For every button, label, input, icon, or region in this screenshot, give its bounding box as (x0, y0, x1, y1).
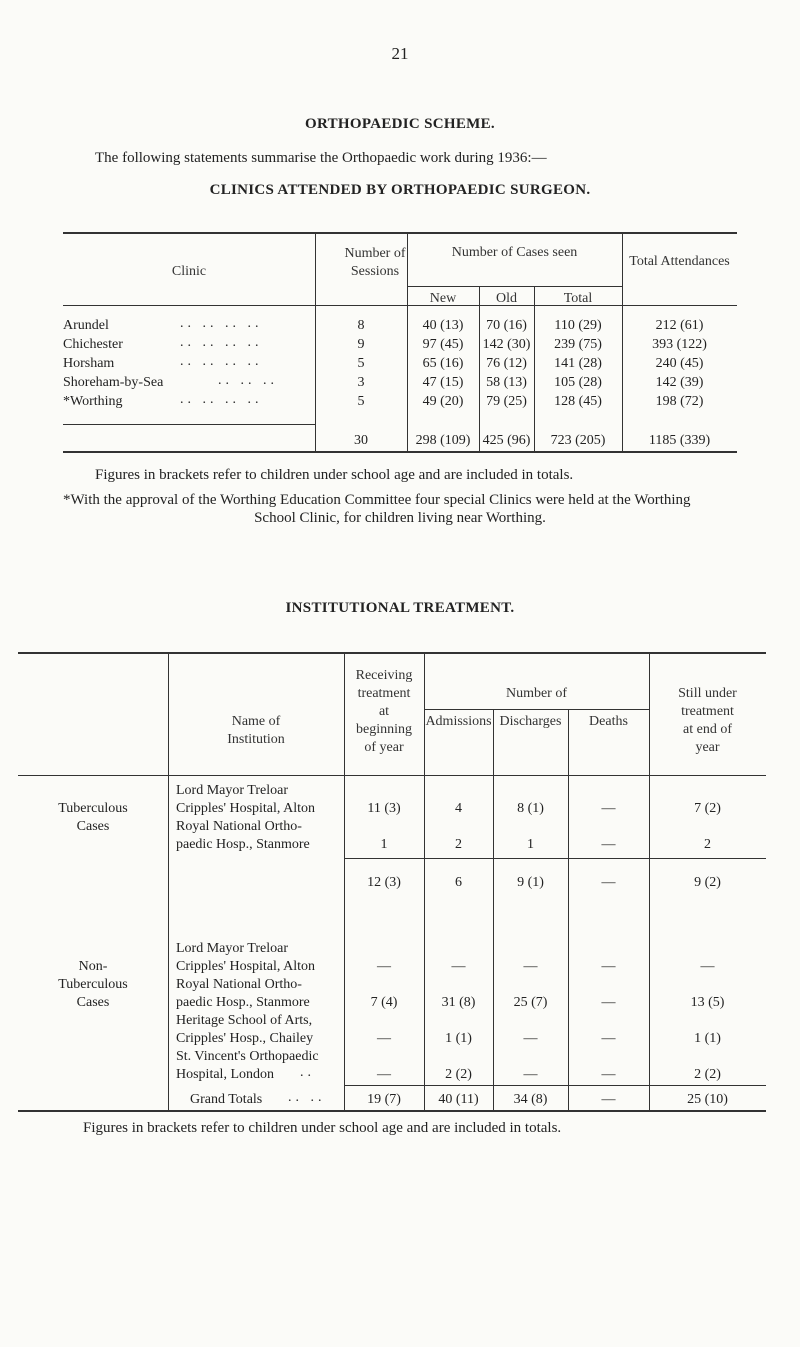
still-value: 2 (2) (694, 1067, 721, 1082)
header-new: New (429, 291, 457, 306)
inst-top-rule (18, 652, 766, 654)
discharges-value: — (523, 959, 538, 974)
worthing-note-line2: School Clinic, for children living near Worthing. (254, 510, 546, 526)
institutional-heading: INSTITUTIONAL TREATMENT. (285, 600, 515, 616)
institution-name: Heritage School of Arts, (176, 1013, 313, 1028)
institution-name: Lord Mayor Treloar (176, 941, 288, 956)
inst-tb-subtotal-rule (344, 858, 766, 859)
header-still-under: treatment (681, 704, 734, 719)
discharges-value: 1 (527, 837, 534, 852)
receiving-value: 7 (4) (370, 995, 398, 1010)
header-cases-seen: Number of Cases seen (451, 245, 578, 260)
admissions-value: 1 (1) (445, 1031, 472, 1046)
total-old: 425 (96) (482, 433, 531, 448)
institution-name: Lord Mayor Treloar (176, 783, 288, 798)
admissions-value: — (451, 959, 466, 974)
deaths-value: — (601, 1031, 616, 1046)
header-receiving: of year (364, 740, 404, 755)
clinic-sessions: 8 (357, 318, 365, 333)
deaths-value: — (601, 995, 616, 1010)
header-receiving: beginning (356, 722, 412, 737)
header-still-under: at end of (683, 722, 732, 737)
clinic-sessions: 3 (357, 375, 365, 390)
clinic-old: 58 (13) (486, 375, 527, 390)
group-tuberculous: Cases (76, 819, 110, 834)
header-admissions: Admissions (425, 714, 492, 729)
clinic-new: 49 (20) (422, 394, 464, 409)
header-receiving: Receiving (355, 668, 413, 683)
header-receiving: treatment (357, 686, 411, 701)
clinics-subheader-rule (407, 286, 622, 287)
admissions-value: 2 (2) (445, 1067, 472, 1082)
admissions-value: 31 (8) (441, 995, 476, 1010)
group-non-tuberculous: Cases (76, 995, 110, 1010)
header-name-institution: Name of (231, 714, 281, 729)
clinics-heading: CLINICS ATTENDED BY ORTHOPAEDIC SURGEON. (209, 182, 591, 198)
admissions-value: 40 (11) (438, 1092, 479, 1107)
clinic-old: 142 (30) (482, 337, 531, 352)
institutional-note: Figures in brackets refer to children under school age and are included in totals. (83, 1120, 562, 1136)
deaths-value: — (601, 875, 616, 890)
still-value: 7 (2) (694, 801, 721, 816)
clinic-name: Arundel (63, 318, 109, 333)
receiving-value: — (377, 959, 391, 974)
total-new: 298 (109) (415, 433, 471, 448)
intro-text: The following statements summarise the Orthopaedic work during 1936:— (95, 150, 547, 166)
total-sessions: 30 (354, 433, 368, 448)
receiving-value: 19 (7) (367, 1092, 401, 1107)
grand-totals-label: Grand Totals (190, 1092, 263, 1107)
clinic-name: *Worthing (63, 394, 123, 409)
inst-bottom-rule (18, 1110, 766, 1112)
deaths-value: — (601, 801, 616, 816)
leader-dots: .. .. .. .. (180, 335, 263, 350)
institution-name: paedic Hosp., Stanmore (176, 995, 310, 1010)
leader-dots: .. .. .. (218, 373, 278, 388)
clinic-old: 76 (12) (486, 356, 527, 371)
group-non-tuberculous: Tuberculous (58, 977, 128, 992)
clinic-new: 47 (15) (422, 375, 464, 390)
header-deaths: Deaths (589, 714, 628, 729)
receiving-value: 11 (3) (367, 801, 401, 816)
clinic-total: 110 (29) (554, 318, 602, 333)
page-title: ORTHOPAEDIC SCHEME. (305, 116, 495, 132)
total-total: 723 (205) (550, 433, 606, 448)
admissions-value: 6 (455, 875, 462, 890)
header-number-of: Number of (505, 686, 568, 701)
header-attendances: Total Attendances (629, 254, 730, 269)
discharges-value: 34 (8) (513, 1092, 548, 1107)
discharges-value: 9 (1) (517, 875, 544, 890)
clinic-total: 105 (28) (554, 375, 602, 390)
discharges-value: 8 (1) (517, 801, 544, 816)
leader-dots: .. .. .. .. (180, 354, 263, 369)
institution-name: Royal National Ortho- (176, 977, 302, 992)
clinic-total: 128 (45) (554, 394, 602, 409)
worthing-note: *With the approval of the Worthing Education Committee four special Clinics were held at the Worthing (63, 492, 691, 508)
clinic-attendances: 142 (39) (655, 375, 704, 390)
header-still-under: year (695, 740, 720, 755)
clinic-sessions: 9 (357, 337, 365, 352)
clinic-name: Shoreham-by-Sea (63, 375, 164, 390)
leader-dots: .. (300, 1065, 315, 1080)
clinics-total-rule-left (63, 424, 315, 425)
header-sessions: Number of Sessions (344, 246, 406, 279)
clinic-name: Chichester (63, 337, 123, 352)
clinic-attendances: 240 (45) (655, 356, 704, 371)
clinic-new: 97 (45) (422, 337, 464, 352)
still-value: — (700, 959, 715, 974)
clinic-attendances: 212 (61) (655, 318, 704, 333)
clinic-attendances: 198 (72) (655, 394, 704, 409)
institution-name: Royal National Ortho- (176, 819, 302, 834)
inst-header-rule (18, 775, 766, 776)
deaths-value: — (601, 1067, 616, 1082)
inst-grand-total-rule (344, 1085, 766, 1086)
clinic-sessions: 5 (357, 356, 365, 371)
clinic-sessions: 5 (357, 394, 365, 409)
still-value: 13 (5) (690, 995, 725, 1010)
clinic-old: 70 (16) (486, 318, 527, 333)
discharges-value: — (523, 1031, 538, 1046)
discharges-value: — (523, 1067, 538, 1082)
header-discharges: Discharges (499, 714, 562, 729)
inst-vline (568, 709, 569, 1110)
still-value: 1 (1) (694, 1031, 721, 1046)
receiving-value: 12 (3) (367, 875, 401, 890)
institution-name: Hospital, London (176, 1067, 274, 1082)
admissions-value: 4 (455, 801, 462, 816)
header-old: Old (496, 291, 517, 306)
receiving-value: — (377, 1031, 391, 1046)
clinic-new: 65 (16) (422, 356, 464, 371)
leader-dots: .. .. (288, 1090, 326, 1105)
still-value: 9 (2) (694, 875, 721, 890)
admissions-value: 2 (455, 837, 462, 852)
discharges-value: 25 (7) (513, 995, 548, 1010)
header-receiving: at (378, 704, 390, 719)
clinics-bottom-rule (63, 451, 737, 453)
institution-name: Cripples' Hosp., Chailey (176, 1031, 314, 1046)
deaths-value: — (601, 959, 616, 974)
page-number: 21 (391, 44, 409, 63)
leader-dots: .. .. .. .. (180, 392, 263, 407)
inst-vline (493, 709, 494, 1110)
header-name-institution: Institution (227, 732, 285, 747)
institution-name: Cripples' Hospital, Alton (176, 801, 316, 816)
deaths-value: — (601, 837, 616, 852)
clinics-top-rule (63, 232, 737, 234)
still-value: 25 (10) (687, 1092, 728, 1107)
header-total: Total (563, 291, 593, 306)
receiving-value: 1 (380, 837, 388, 852)
header-clinic: Clinic (171, 264, 207, 279)
clinics-header-rule (63, 305, 737, 306)
institution-name: St. Vincent's Orthopaedic (176, 1049, 319, 1064)
deaths-value: — (601, 1092, 616, 1107)
header-still-under: Still under (678, 686, 737, 701)
clinic-total: 141 (28) (554, 356, 602, 371)
receiving-value: — (377, 1067, 391, 1082)
inst-subheader-rule (424, 709, 649, 710)
leader-dots: .. .. .. .. (180, 316, 263, 331)
clinic-name: Horsham (63, 356, 115, 371)
clinic-attendances: 393 (122) (652, 337, 707, 352)
clinic-new: 40 (13) (422, 318, 464, 333)
total-attendances: 1185 (339) (648, 433, 711, 448)
institution-name: paedic Hosp., Stanmore (176, 837, 310, 852)
group-non-tuberculous: Non- (78, 959, 108, 974)
group-tuberculous: Tuberculous (58, 801, 128, 816)
institution-name: Cripples' Hospital, Alton (176, 959, 316, 974)
still-value: 2 (704, 837, 711, 852)
clinic-old: 79 (25) (486, 394, 527, 409)
clinic-total: 239 (75) (554, 337, 602, 352)
clinics-note: Figures in brackets refer to children under school age and are included in totals. (95, 467, 574, 483)
